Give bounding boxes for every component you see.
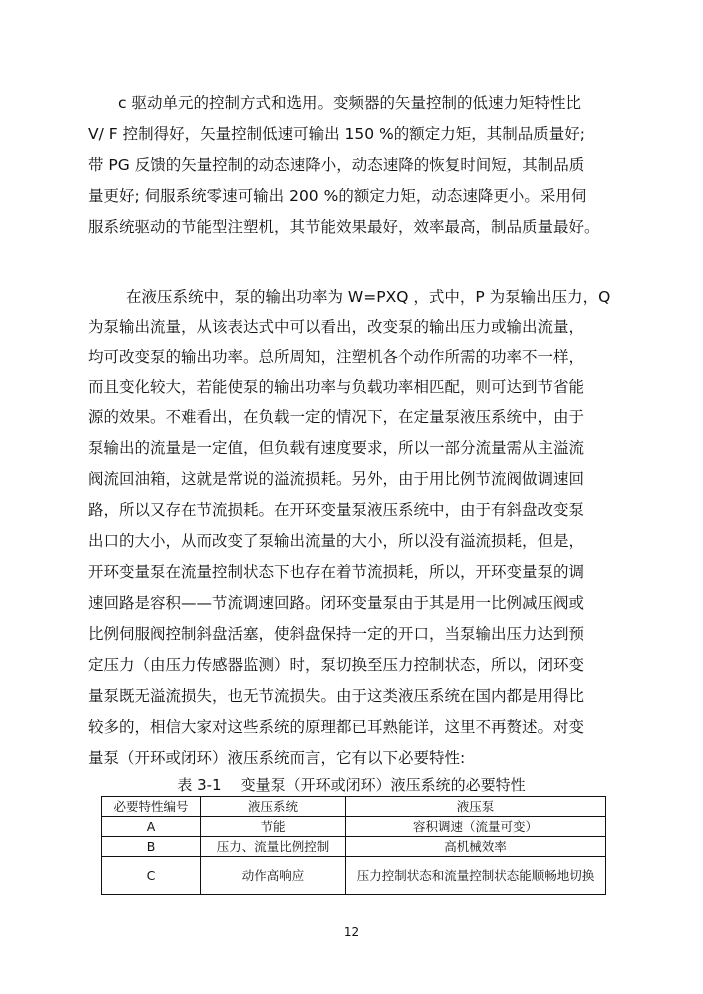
table-cell: 压力控制状态和流量控制状态能顺畅地切换 [346, 857, 606, 895]
text-line: 泵输出的流量是一定值，但负载有速度要求，所以一部分流量需从主溢流 [88, 439, 585, 457]
text-line: 而且变化较大，若能使泵的输出功率与负载功率相匹配，则可达到节省能 [88, 378, 585, 396]
text-line: 均可改变泵的输出功率。总所周知，注塑机各个动作所需的功率不一样， [88, 348, 585, 366]
text-line: 较多的，相信大家对这些系统的原理都已耳熟能详，这里不再赘述。对变 [88, 718, 585, 736]
table-row [102, 837, 606, 857]
text-line: 服系统驱动的节能型注塑机，其节能效果最好，效率最高，制品质量最好。 [88, 218, 600, 236]
table-row [102, 817, 606, 837]
table-cell: 节能 [201, 817, 346, 837]
table-caption: 表 3-1 变量泵（开环或闭环）液压系统的必要特性 [177, 776, 526, 794]
table-cell: 压力、流量比例控制 [201, 837, 346, 857]
table-cell: 容积调速（流量可变） [346, 817, 606, 837]
text-line: 路，所以又存在节流损耗。在开环变量泵液压系统中，由于有斜盘改变泵 [88, 501, 585, 519]
text-line: 在液压系统中，泵的输出功率为 W=PXQ ，式中，P 为泵输出压力，Q [126, 288, 611, 306]
text-line: 量泵既无溢流损失，也无节流损失。由于这类液压系统在国内都是用得比 [88, 687, 585, 705]
table-cell: B [102, 837, 201, 857]
table-header-cell: 液压泵 [346, 797, 606, 817]
text-line: 带 PG 反馈的矢量控制的动态速降小，动态速降的恢复时间短，其制品质 [88, 156, 585, 174]
table-header-cell: 必要特性编号 [102, 797, 201, 817]
table-header-row [102, 797, 606, 817]
table-cell: 动作高响应 [201, 857, 346, 895]
table-header-cell: 液压系统 [201, 797, 346, 817]
table-cell: C [102, 857, 201, 895]
text-line: 定压力（由压力传感器监测）时，泵切换至压力控制状态，所以，闭环变 [88, 656, 585, 674]
table-cell: A [102, 817, 201, 837]
text-line: 阀流回油箱，这就是常说的溢流损耗。另外，由于用比例节流阀做调速回 [88, 470, 585, 488]
text-line: 速回路是容积——节流调速回路。闭环变量泵由于其是用一比例减压阀或 [88, 594, 585, 612]
page-number: 12 [343, 925, 360, 939]
text-line: 为泵输出流量，从该表达式中可以看出，改变泵的输出压力或输出流量， [88, 318, 585, 336]
text-line: 开环变量泵在流量控制状态下也存在着节流损耗，所以，开环变量泵的调 [88, 563, 585, 581]
text-line: 比例伺服阀控制斜盘活塞，使斜盘保持一定的开口，当泵输出压力达到预 [88, 625, 585, 643]
text-line: 量更好; 伺服系统零速可输出 200 %的额定力矩，动态速降更小。采用伺 [88, 187, 587, 205]
text-line: c 驱动单元的控制方式和选用。变频器的矢量控制的低速力矩特性比 [118, 94, 581, 112]
text-line: V/ F 控制得好，矢量控制低速可输出 150 %的额定力矩，其制品质量好; [88, 125, 585, 143]
table-cell: 高机械效率 [346, 837, 606, 857]
text-line: 源的效果。不难看出，在负载一定的情况下，在定量泵液压系统中，由于 [88, 408, 585, 426]
table-row [102, 857, 606, 895]
characteristics-table [101, 796, 606, 895]
text-line: 量泵（开环或闭环）液压系统而言，它有以下必要特性: [88, 749, 466, 767]
text-line: 出口的大小，从而改变了泵输出流量的大小，所以没有溢流损耗，但是， [88, 532, 585, 550]
